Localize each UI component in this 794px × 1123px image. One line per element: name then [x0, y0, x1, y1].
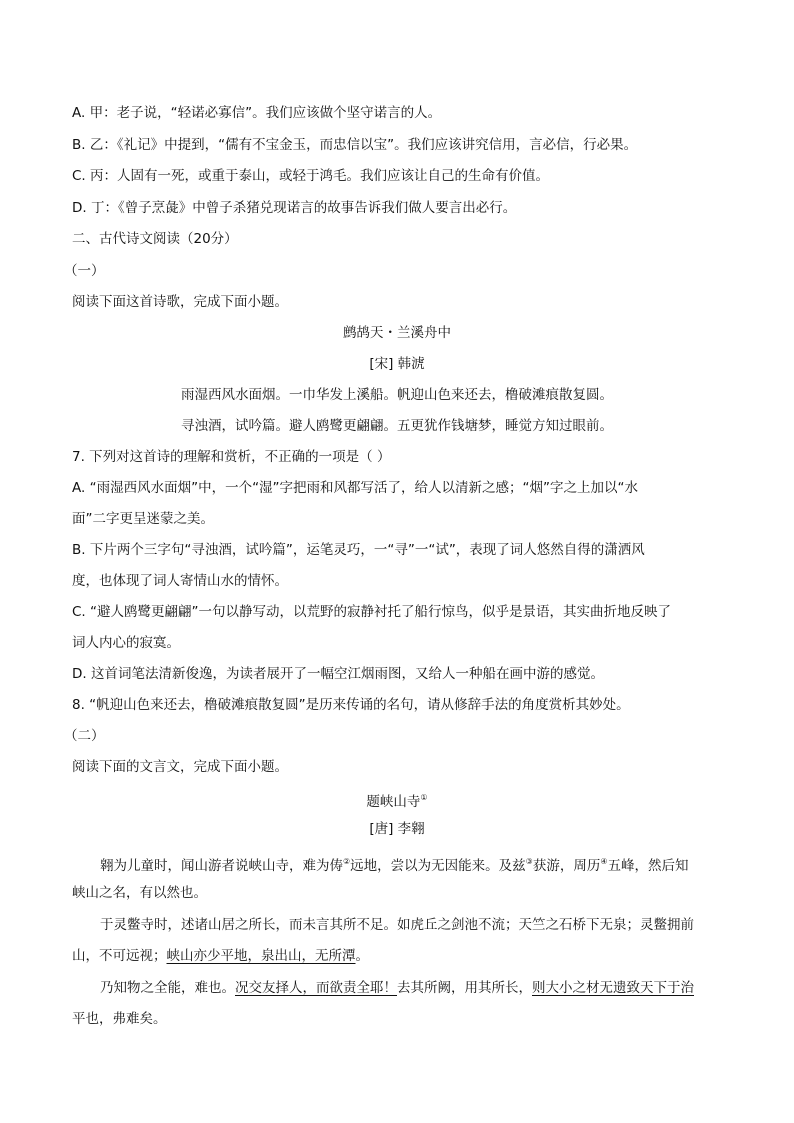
part-one-label: （一） [64, 263, 105, 279]
question-8: 8. “帆迎山色来还去，橹破滩痕散复圆”是历来传诵的名句，请从修辞手法的角度赏析其妙处。 [72, 697, 630, 713]
footnote-marker: ③ [525, 857, 533, 866]
prose-author: [唐] 李翱 [369, 821, 425, 837]
prose-title-text: 题峡山寺 [366, 794, 421, 810]
prose-paragraph-3-line-2: 平也，弗难矣。 [72, 1011, 167, 1027]
prose-paragraph-2-line-1: 于灵鳖寺时，述诸山居之所长，而未言其所不足。如虎丘之剑池不流；天竺之石桥下无泉；灵鳖拥前 [100, 917, 694, 933]
prose-instruction: 阅读下面的文言文，完成下面小题。 [72, 759, 288, 775]
prose-paragraph-3-line-1 [100, 978, 750, 998]
poem-line-2: 寻浊酒，试吟篇。避人鸥鹭更翩翩。五更犹作钱塘梦，睡觉方知过眼前。 [181, 418, 613, 434]
prose-paragraph-2-line-2 [72, 946, 722, 966]
prose-text: 远地，尝以为无因能来。及兹 [350, 858, 526, 874]
section-heading: 二、古代诗文阅读（20分） [72, 231, 238, 247]
prose-text: 获游，周历 [532, 858, 601, 874]
underlined-sentence: 况交友择人，而欲责全耶！ [235, 980, 397, 996]
prose-text: 去其所阙，用其所长， [397, 980, 532, 996]
prose-text: 乃知物之全能，难也。 [100, 980, 235, 996]
q7-option-d: D. 这首词笔法清新俊逸，为读者展开了一幅空江烟雨图，又给人一种船在画中游的感觉。 [72, 666, 604, 682]
option-d: D. 丁：《曾子烹彘》中曾子杀猪兑现诺言的故事告诉我们做人要言出必行。 [72, 200, 517, 216]
prose-text: 山，不可远视； [72, 948, 167, 964]
q7-option-b-line-1: B. 下片两个三字句“寻浊酒，试吟篇”，运笔灵巧，一“寻”一“试”，表现了词人悠然自得的潇洒风 [72, 542, 645, 558]
prose-text: 翱为儿童时，闻山游者说峡山寺，难为俦 [100, 858, 343, 874]
prose-text: 五峰，然后知 [607, 858, 689, 874]
footnote-marker: ④ [600, 857, 608, 866]
q7-option-a-line-2: 面”二字更呈迷蒙之美。 [72, 511, 214, 527]
q7-option-b-line-2: 度，也体现了词人寄情山水的情怀。 [72, 573, 288, 589]
underlined-sentence: 则大小之材无遗致天下于治 [532, 980, 694, 996]
option-b: B. 乙：《礼记》中提到，“儒有不宝金玉，而忠信以宝”。我们应该讲究信用，言必信，行必果。 [72, 137, 638, 153]
q7-option-a-line-1: A. “雨湿西风水面烟”中，一个“湿”字把雨和风都写活了，给人以清新之感；“烟”字之上加以“水 [72, 480, 639, 496]
poem-author: [宋] 韩淲 [369, 356, 425, 372]
prose-paragraph-1-line-1 [100, 852, 750, 876]
footnote-marker: ① [420, 793, 428, 802]
poem-line-1: 雨湿西风水面烟。一巾华发上溪船。帆迎山色来还去，橹破滩痕散复圆。 [181, 387, 613, 403]
prose-title [0, 788, 794, 812]
part-two-label: （二） [64, 728, 105, 744]
q7-option-c-line-1: C. “避人鸥鹭更翩翩”一句以静写动，以荒野的寂静衬托了船行惊鸟，似乎是景语，其实曲折地反映了 [72, 604, 671, 620]
prose-paragraph-1-line-2: 峡山之名，有以然也。 [72, 885, 207, 901]
underlined-sentence: 峡山亦少平地，泉出山，无所潭 [166, 948, 356, 964]
question-7: 7. 下列对这首诗的理解和赏析，不正确的一项是（ ） [72, 449, 391, 465]
poem-title: 鹧鸪天・兰溪舟中 [343, 325, 451, 341]
q7-option-c-line-2: 词人内心的寂寞。 [72, 635, 180, 651]
option-a: A. 甲：老子说，“轻诺必寡信”。我们应该做个坚守诺言的人。 [72, 105, 442, 121]
poem-instruction: 阅读下面这首诗歌，完成下面小题。 [72, 294, 288, 310]
prose-text: 。 [355, 948, 369, 964]
footnote-marker: ② [343, 857, 351, 866]
option-c: C. 丙：人固有一死，或重于泰山，或轻于鸿毛。我们应该让自己的生命有价值。 [72, 168, 550, 184]
